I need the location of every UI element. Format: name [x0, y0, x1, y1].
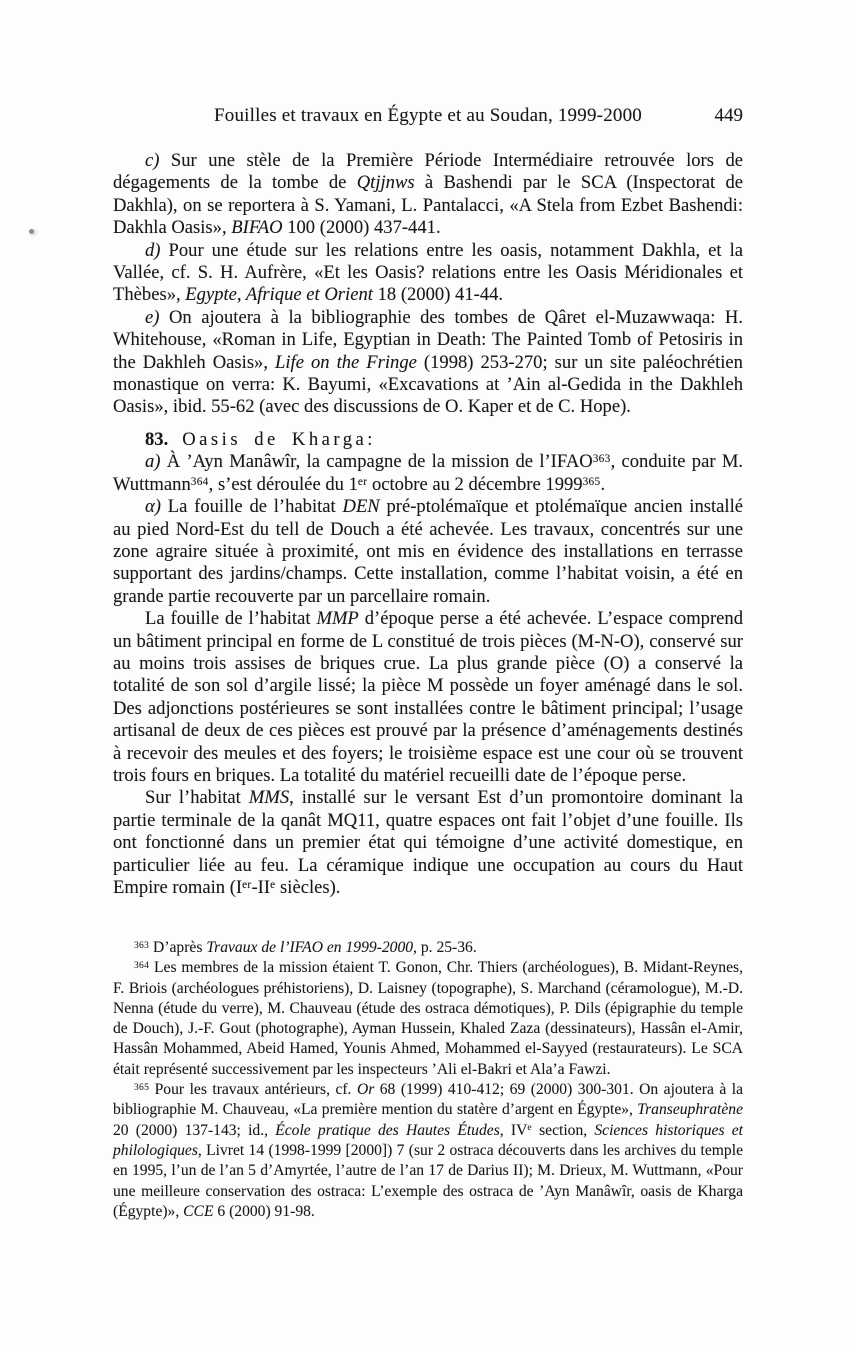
italic-run: Or [356, 1081, 375, 1099]
italic-run: a) [145, 451, 167, 473]
text-run: Sur l’habitat [145, 787, 249, 809]
paragraph-c-stela-bashendi [113, 150, 743, 240]
text-run: 18 (2000) 41-44. [372, 284, 504, 306]
paragraph-mmp-excavation [113, 608, 743, 787]
text-run: 20 (2000) 137-143; id., [113, 1121, 276, 1139]
superscript: e [527, 1123, 532, 1134]
text-run: siècles). [275, 877, 341, 898]
text-run: , p. 25-36. [413, 939, 477, 956]
italic-run: Sciences historiques et philologiques [113, 1121, 744, 1159]
text-run: À ’Ayn Manâwîr, la campagne de la mission de l’IFAO [166, 451, 593, 473]
text-run: section, [531, 1121, 595, 1139]
text-run: (1998) 253-270; sur un site paléochrétien monastique on verra: K. Bayumi, «Excavations at ’Ain al-Gedida in the Dakhleh Oasis», ibid. 55-62 (avec des discussions de O. Kaper et de C. Hope). [113, 351, 743, 418]
superscript: 364 [134, 961, 150, 972]
paragraph-alpha-den-excavation [113, 496, 743, 608]
text-run: pré-ptolémaïque et ptolémaïque ancien installé au pied Nord-Est du tell de Douch a été achevée. Les travaux, concentrés sur une zone agraire située à proximité, ont mis en évidence des installations en terrasse supportant des jardins/champs. Cette installation, comme l’habitat voisin, a été en grande partie recouverte par un parcellaire romain. [113, 496, 743, 607]
text-run: 68 (1999) 410-412; 69 (2000) 300-301. On ajoutera à la bibliographie M. Chauveau, «La première mention du statère d’argent en Égypte», [113, 1081, 743, 1119]
text-run: D’après [149, 939, 207, 956]
italic-run: Life on the Fringe [275, 351, 417, 373]
text-run: à Bashendi par le SCA (Inspectorat de Dakhla), on se reportera à S. Yamani, L. Pantalacci, «A Stela from Ezbet Bashendi: Dakhla Oasis», [113, 172, 743, 239]
superscript: er [357, 475, 368, 488]
superscript: 363 [592, 453, 611, 466]
superscript: e [270, 878, 276, 891]
text-run: Les membres de la mission étaient T. Gonon, Chr. Thiers (archéologues), B. Midant-Reynes, F. Briois (archéologues préhistoriens), D. Laisney (topographe), S. Marchand (céramologue), M.-D. Nenna (étude du verre), M. Chauveau (étude des ostraca démotiques), P. Dils (épigraphie du temple de Douch), J.-F. Gout (photographe), Ayman Hussein, Khaled Zaza (dessinateurs), Hassân el-Amir, Hassân Mohammed, Abeid Hamed, Younis Ahmed, Mohammed el-Sayyed (restaurateurs). Le SCA était représenté successivement par les inspecteurs ’Ali el-Bakri et Ala’a Fawzi. [113, 959, 743, 1078]
paragraph-a-ayn-manawir-campaign [113, 451, 743, 496]
text-run: 100 (2000) 437-441. [282, 217, 441, 239]
italic-run: Qtjjnws [356, 172, 415, 194]
italic-run: MMP [316, 608, 359, 630]
italic-run: École pratique des Hautes Études [275, 1121, 500, 1139]
italic-run: e) [145, 306, 169, 328]
superscript: 364 [190, 475, 209, 488]
text-run: Oasis de Kharga: [182, 428, 376, 450]
scan-artifact-speck [29, 229, 34, 234]
page-number: 449 [714, 105, 743, 126]
text-run: octobre au 2 décembre 1999 [367, 473, 583, 495]
text-run: La fouille de l’habitat [167, 496, 343, 518]
main-text-block [113, 150, 743, 899]
superscript: 365 [582, 475, 601, 488]
italic-run: DEN [342, 496, 380, 518]
paragraph-d-oasis-relations [113, 240, 743, 307]
text-run: , conduite par M. Wuttmann [113, 451, 743, 495]
footnote-364 [113, 958, 743, 1080]
italic-run: c) [145, 150, 171, 171]
text-run: 6 (2000) 91-98. [213, 1202, 315, 1220]
paragraph-e-muzawwaqa-bibliography [113, 307, 743, 419]
italic-run: Transeuphratène [637, 1101, 743, 1119]
superscript: 365 [134, 1082, 150, 1093]
text-run: Sur une stèle de la Première Période Intermédiaire retrouvée lors de dégagements de la tombe de [113, 150, 743, 194]
text-run: , IV [499, 1121, 528, 1139]
footnote-365 [113, 1080, 743, 1222]
text-run: Pour une étude sur les relations entre les oasis, notamment Dakhla, et la Vallée, cf. S. H. Aufrère, «Et les Oasis? relations entre les Oasis Méridionales et Thèbes», [113, 239, 743, 306]
italic-run: α) [145, 496, 168, 518]
text-run: -II [251, 877, 271, 898]
running-head-title: Fouilles et travaux en Égypte et au Soudan, 1999-2000 [214, 105, 642, 126]
text-run: , s’est déroulée du 1 [208, 473, 358, 495]
text-run: d’époque perse a été achevée. L’espace comprend un bâtiment principal en forme de L constitué de trois pièces (M-N-O), conservé sur au moins trois assises de briques crue. La plus grande pièce (O) a conservé la totalité de son sol d’argile lissé; la pièce M possède un foyer aménagé dans le sol. Des adjonctions postérieures se sont installées contre le bâtiment principal; l’usage artisanal de deux de ces pièces est prouvé par la présence d’aménagements destinés à recevoir des meules et des foyers; le troisième espace est une cour où se trouvent trois fours en briques. La totalité du matériel recueilli date de l’époque perse. [113, 608, 744, 786]
paragraph-mms-excavation [113, 787, 743, 899]
text-run: , installé sur le versant Est d’un promontoire dominant la partie terminale de la qanât MQ11, quatre espaces ont fait l’objet d’une fouille. Ils ont fonctionné dans un premier état qui témoigne d’une activité domestique, en particulier liée au feu. La céramique indique une occupation au cours du Haut Empire romain (I [113, 787, 743, 898]
superscript: er [242, 878, 252, 891]
bold-run: 83. [145, 428, 169, 450]
italic-run: CCE [183, 1202, 214, 1220]
italic-run: Travaux de l’IFAO en 1999-2000 [206, 939, 414, 956]
running-head [113, 104, 743, 128]
superscript: 363 [134, 940, 150, 951]
section-heading-83-kharga [113, 429, 743, 451]
footnote-363 [113, 938, 743, 958]
text-run: , Livret 14 (1998-1999 [2000]) 7 (sur 2 ostraca découverts dans les archives du temple en 1995, l’un de l’an 5 d’Amyrtée, l’autre de l’an 17 de Darius II); M. Drieux, M. Wuttmann, «Pour une meilleure conservation des ostraca: L’exemple des ostraca de ’Ayn Manâwîr, oasis de Kharga (Égypte)», [113, 1141, 743, 1220]
text-run: Pour les travaux antérieurs, cf. [149, 1081, 357, 1099]
text-run: La fouille de l’habitat [145, 608, 317, 630]
text-run: On ajoutera à la bibliographie des tombes de Qâret el-Muzawwaqa: H. Whitehouse, «Roman in Life, Egyptian in Death: The Painted Tomb of Petosiris in the Dakhleh Oasis», [113, 306, 744, 373]
italic-run: BIFAO [231, 217, 283, 239]
italic-run: d) [145, 239, 169, 261]
text-run: . [600, 473, 606, 495]
footnotes-block [113, 938, 743, 1222]
italic-run: MMS [248, 787, 290, 809]
italic-run: Egypte, Afrique et Orient [185, 284, 373, 306]
